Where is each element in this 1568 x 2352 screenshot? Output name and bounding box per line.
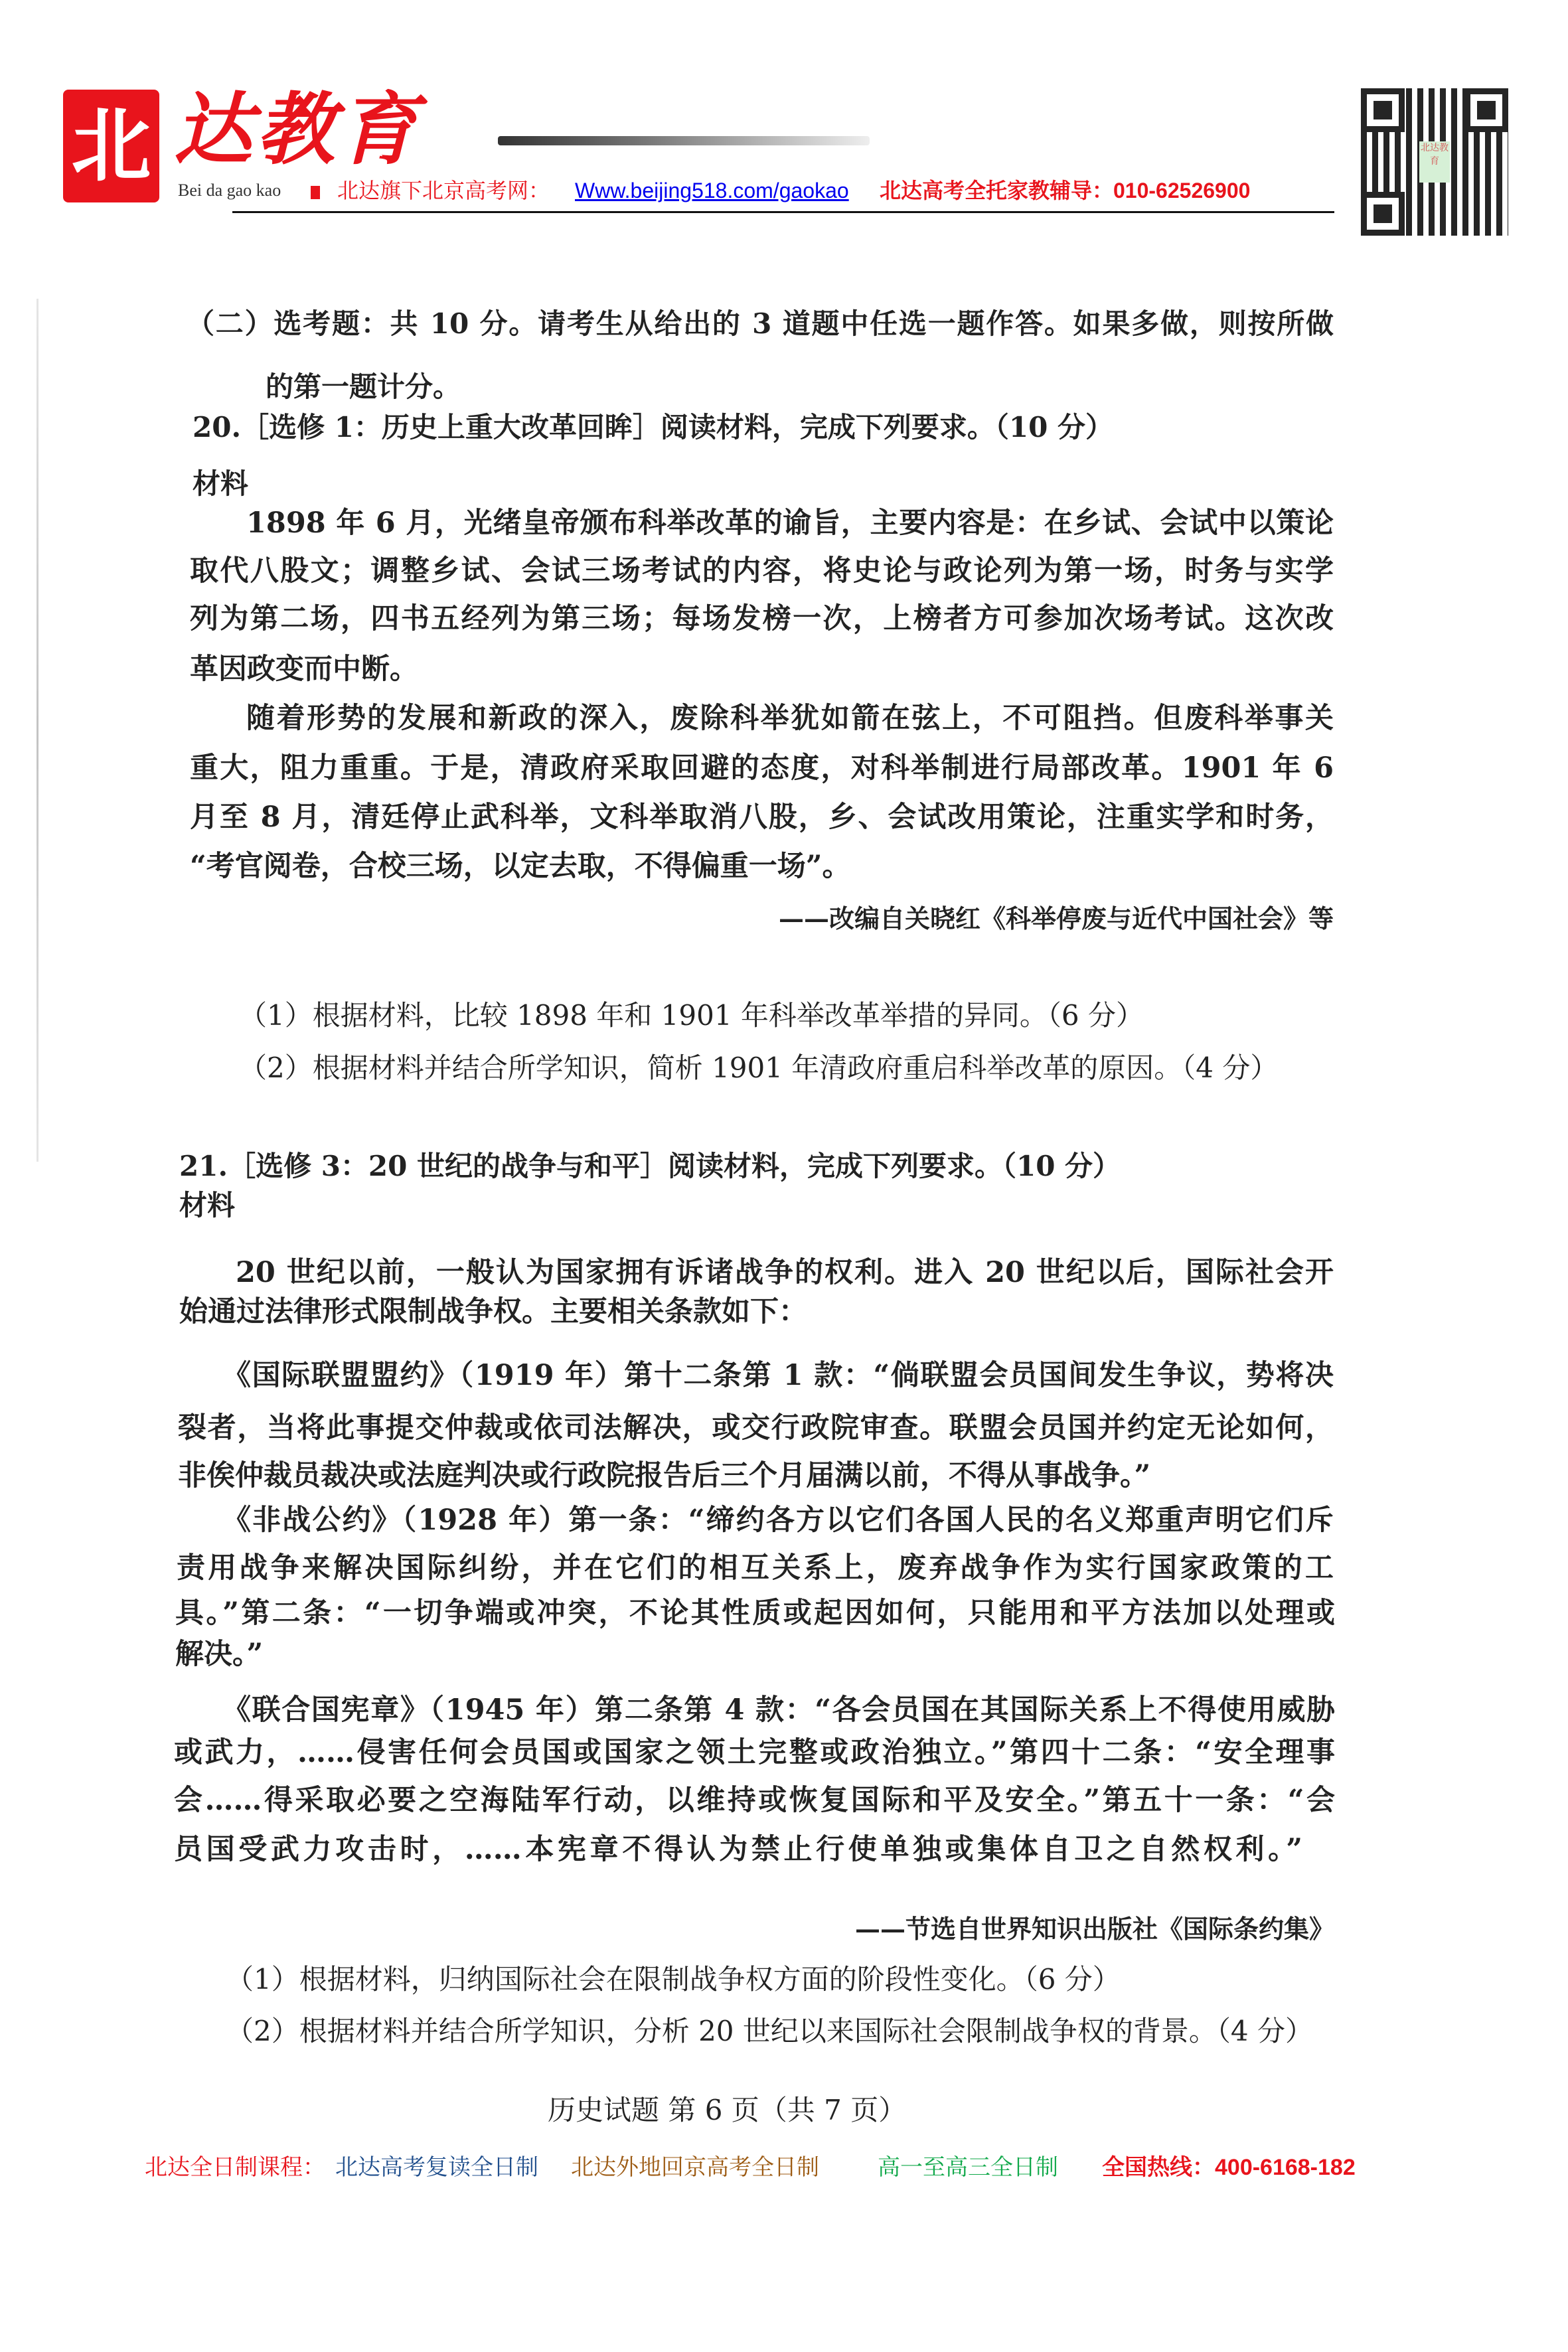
q21-heading: 21.［选修 3：20 世纪的战争与和平］阅读材料，完成下列要求。（10 分）	[179, 1150, 1121, 1182]
page-number: 历史试题 第 6 页（共 7 页）	[548, 2094, 907, 2126]
q21-text-line: 非俟仲裁员裁决或法庭判决或行政院报告后三个月届满以前，不得从事战争。”	[178, 1459, 1151, 1492]
qr-finder-icon	[1361, 88, 1405, 132]
q21-material-label: 材料	[179, 1189, 236, 1221]
q21-text-line: 《非战公约》（1928 年）第一条：“缔约各方以它们各国人民的名义郑重声明它们斥	[222, 1504, 1334, 1537]
logo-mark: 北	[63, 90, 159, 202]
logo-pinyin: Bei da gao kao	[178, 181, 281, 200]
q21-text-line: 员国受武力攻击时，……本宪章不得认为禁止行使单独或集体自卫之自然权利。”	[174, 1833, 1302, 1866]
scan-artifact	[498, 136, 870, 145]
intro-line: （二）选考题：共 10 分。请考生从给出的 3 道题中任选一题作答。如果多做，则按所做	[187, 307, 1334, 340]
q20-question-2: （2）根据材料并结合所学知识，简析 1901 年清政府重启科举改革的原因。（4 分）	[239, 1052, 1279, 1084]
q21-question-1: （1）根据材料，归纳国际社会在限制战争权方面的阶段性变化。（6 分）	[226, 1963, 1121, 1996]
q21-text-line: 20 世纪以前，一般认为国家拥有诉诸战争的权利。进入 20 世纪以后，国际社会开	[236, 1256, 1334, 1289]
logo-text: 达教育	[174, 83, 422, 175]
q21-text-line: 始通过法律形式限制战争权。主要相关条款如下：	[179, 1295, 807, 1328]
q21-text-line: 会……得采取必要之空海陆军行动，以维持或恢复国际和平及安全。”第五十一条：“会	[174, 1784, 1335, 1817]
site-link[interactable]: Www.beijing518.com/gaokao	[575, 179, 849, 202]
q21-text-line: 具。”第二条：“一切争端或冲突，不论其性质或起因如何，只能用和平方法加以处理或	[175, 1597, 1335, 1630]
q20-text-line: “考官阅卷，合校三场，以定去取，不得偏重一场”。	[190, 850, 851, 883]
q20-heading: 20.［选修 1：历史上重大改革回眸］阅读材料，完成下列要求。（10 分）	[193, 411, 1113, 443]
intro-line: 的第一题计分。	[266, 370, 461, 403]
q20-text-line: 列为第二场，四书五经列为第三场；每场发榜一次，上榜者方可参加次场考试。这次改	[190, 602, 1334, 635]
banner-label: 北达全日制课程：	[145, 2155, 325, 2180]
q21-text-line: 解决。”	[175, 1638, 264, 1671]
banner-hotline: 全国热线：400-6168-182	[1102, 2155, 1356, 2180]
qr-finder-icon	[1361, 192, 1405, 236]
banner-item-fudu: 北达高考复读全日制	[335, 2155, 538, 2180]
banner-item-gaozhong: 高一至高三全日制	[878, 2155, 1058, 2180]
q20-source: ——改编自关晓红《科举停废与近代中国社会》等	[778, 903, 1334, 933]
q20-text-line: 月至 8 月，清廷停止武科举，文科举取消八股，乡、会试改用策论，注重实学和时务，	[190, 801, 1334, 834]
qr-finder-icon	[1464, 88, 1508, 132]
q20-text-line: 1898 年 6 月，光绪皇帝颁布科举改革的谕旨，主要内容是：在乡试、会试中以策论	[246, 507, 1334, 540]
q21-question-2: （2）根据材料并结合所学知识，分析 20 世纪以来国际社会限制战争权的背景。（4 分）	[226, 2015, 1313, 2047]
q20-text-line: 革因政变而中断。	[190, 653, 418, 686]
qr-code-icon[interactable]	[1361, 88, 1508, 236]
q20-text-line: 随着形势的发展和新政的深入，废除科举犹如箭在弦上，不可阻挡。但废科举事关	[246, 702, 1334, 735]
q21-text-line: 《联合国宪章》（1945 年）第二条第 4 款：“各会员国在其国际关系上不得使用威胁	[222, 1693, 1335, 1727]
scan-edge	[37, 299, 39, 1162]
q20-text-line: 取代八股文；调整乡试、会试三场考试的内容，将史论与政论列为第一场，时务与实学	[190, 554, 1334, 588]
header-divider	[232, 211, 1334, 213]
q20-question-1: （1）根据材料，比较 1898 年和 1901 年科举改革举措的异同。（6 分）	[239, 999, 1144, 1032]
square-bullet-icon	[311, 186, 320, 199]
q21-source: ——节选自世界知识出版社《国际条约集》	[854, 1914, 1334, 1944]
site-label: 北达旗下北京高考网：	[337, 179, 550, 202]
q21-text-line: 责用战争来解决国际纠纷，并在它们的相互关系上，废弃战争作为实行国家政策的工	[177, 1551, 1334, 1585]
qr-center-label: 北达教育	[1419, 141, 1450, 183]
q21-text-line: 《国际联盟盟约》（1919 年）第十二条第 1 款：“倘联盟会员国间发生争议，势将决	[222, 1359, 1334, 1392]
banner-item-huijing: 北达外地回京高考全日制	[571, 2155, 819, 2180]
q21-text-line: 或武力，……侵害任何会员国或国家之领土完整或政治独立。”第四十二条：“安全理事	[174, 1736, 1335, 1769]
q21-text-line: 裂者，当将此事提交仲裁或依司法解决，或交行政院审查。联盟会员国并约定无论如何，	[178, 1411, 1334, 1445]
q20-material-label: 材料	[193, 467, 249, 500]
tutor-contact: 北达高考全托家教辅导：010-62526900	[880, 179, 1251, 202]
q20-text-line: 重大，阻力重重。于是，清政府采取回避的态度，对科举制进行局部改革。1901 年 6	[190, 751, 1334, 785]
